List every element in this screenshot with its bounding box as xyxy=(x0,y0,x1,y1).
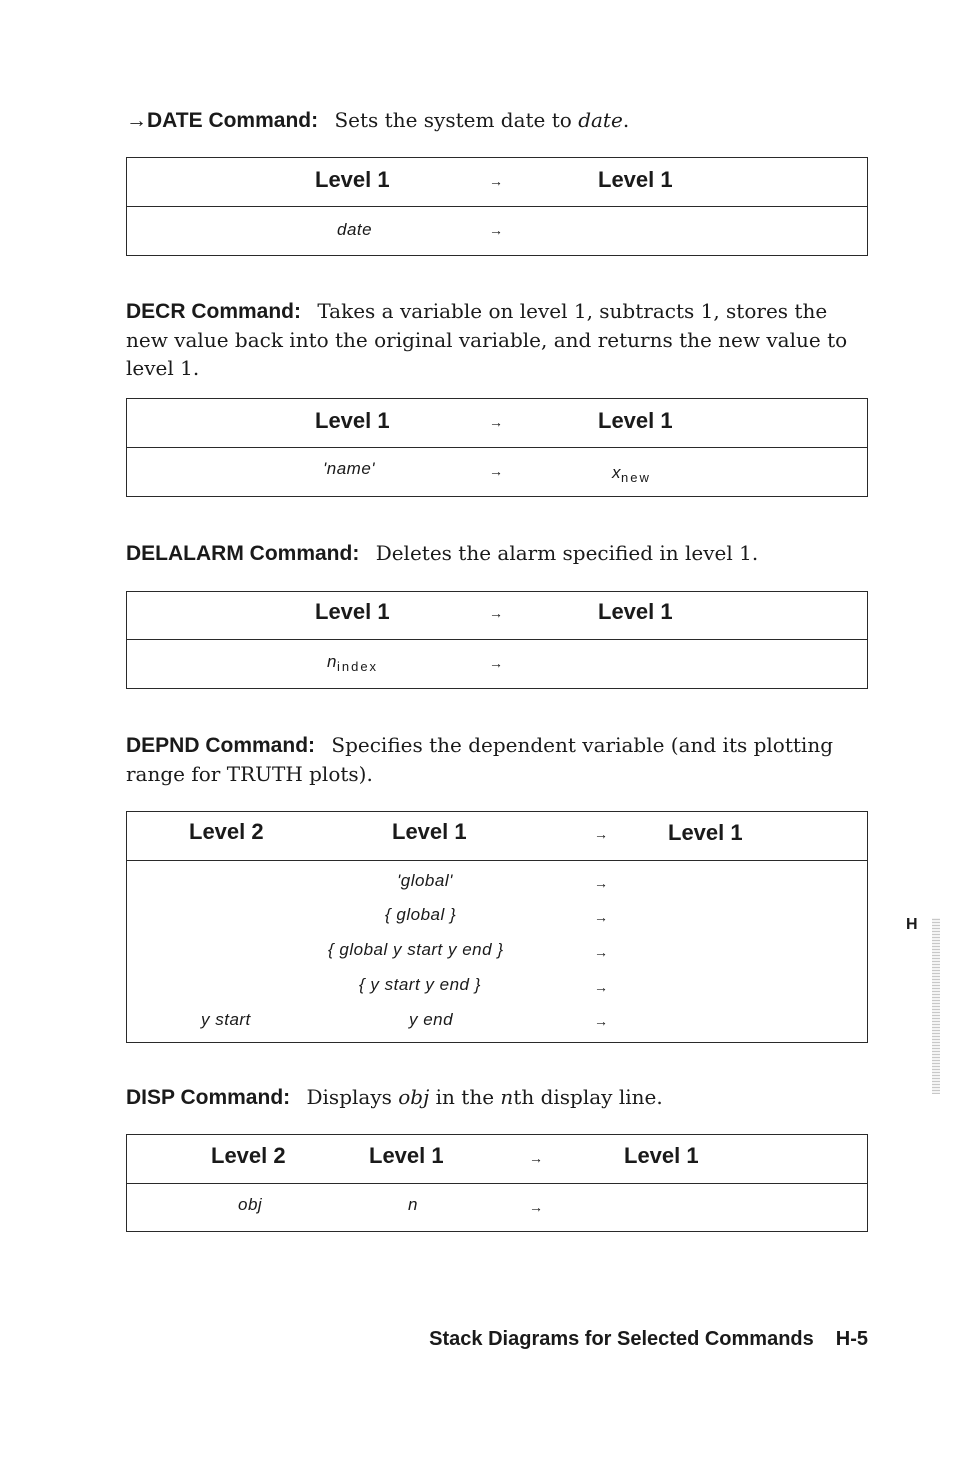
header-level1-out: Level 1 xyxy=(598,408,673,433)
header-level1-in: Level 1 xyxy=(315,408,390,433)
table-row xyxy=(127,1184,867,1232)
command-name: DEPND Command: xyxy=(126,734,316,757)
command-description: Takes a variable on level 1, subtracts 1, stores the new value back into the original variable, and returns the new value to level 1. xyxy=(126,299,848,380)
table-header xyxy=(127,812,867,861)
delalarm-stack-table xyxy=(126,591,868,689)
header-level1-out: Level 1 xyxy=(668,820,743,845)
command-name: DISP Command: xyxy=(126,1086,291,1109)
command-name: DELALARM Command: xyxy=(126,542,360,565)
table-row xyxy=(127,448,867,496)
level1-value: { global y start y end } xyxy=(328,940,504,959)
section-tab-letter: H xyxy=(906,916,918,933)
command-description: Deletes the alarm specified in level 1. xyxy=(375,541,759,565)
page-footer xyxy=(429,1328,868,1351)
row-arrow: → xyxy=(594,979,609,995)
level1-value: $n_{index}$ xyxy=(327,652,379,674)
date-section xyxy=(126,106,868,135)
level1-value: { global } xyxy=(385,905,457,924)
disp-section xyxy=(126,1083,868,1112)
row-arrow: → xyxy=(529,1199,544,1215)
level1-value: 'name' xyxy=(323,459,376,478)
level1-value: 'global' xyxy=(397,871,453,890)
table-header xyxy=(127,1135,867,1184)
header-level1-in: Level 1 xyxy=(315,599,390,624)
row-arrow: → xyxy=(594,1013,609,1029)
decr-stack-table xyxy=(126,398,868,497)
header-arrow: → xyxy=(489,605,503,621)
table-header xyxy=(127,592,867,640)
header-arrow: → xyxy=(489,414,503,430)
level1-value: { y start y end } xyxy=(359,975,481,994)
header-level1-in: Level 1 xyxy=(369,1143,444,1168)
header-level1-out: Level 1 xyxy=(598,599,673,624)
command-description: Specifies the dependent variable (and its plotting range for TRUTH plots). xyxy=(126,733,834,786)
header-level1-in: Level 1 xyxy=(315,167,390,192)
row-arrow: → xyxy=(594,944,609,960)
delalarm-section xyxy=(126,539,868,568)
table-header xyxy=(127,399,867,448)
level2-value: obj xyxy=(238,1195,263,1214)
depnd-heading xyxy=(126,731,868,788)
level2-value: y start xyxy=(201,1010,251,1029)
table-row xyxy=(127,207,867,255)
result-value: $x_{new}$ xyxy=(612,463,651,485)
delalarm-heading xyxy=(126,539,868,568)
command-name: →DATE Command: xyxy=(126,109,319,132)
depnd-stack-table xyxy=(126,811,868,1043)
header-level2-in: Level 2 xyxy=(211,1143,286,1168)
decr-heading xyxy=(126,297,868,382)
table-header xyxy=(127,158,867,207)
row-arrow: → xyxy=(489,463,504,479)
thumb-index-tab xyxy=(932,918,940,1094)
header-arrow: → xyxy=(489,173,503,189)
disp-heading: DISP Command: Displays obj in the nth display line. xyxy=(126,1085,663,1109)
level1-value: n xyxy=(408,1195,418,1214)
header-arrow: → xyxy=(529,1150,543,1166)
header-level1-out: Level 1 xyxy=(598,167,673,192)
header-level2-in: Level 2 xyxy=(189,819,264,844)
header-arrow: → xyxy=(594,826,608,842)
disp-stack-table xyxy=(126,1134,868,1232)
header-level1-in: Level 1 xyxy=(392,819,467,844)
date-heading: →DATE Command: Sets the system date to date. xyxy=(126,108,630,132)
footer-title: Stack Diagrams for Selected Commands xyxy=(429,1328,814,1350)
table-body xyxy=(127,861,867,1043)
row-arrow: → xyxy=(594,875,609,891)
table-row xyxy=(127,640,867,688)
row-arrow: → xyxy=(594,909,609,925)
header-level1-out: Level 1 xyxy=(624,1143,699,1168)
row-arrow: → xyxy=(489,222,504,238)
date-stack-table xyxy=(126,157,868,256)
page-number: H-5 xyxy=(835,1328,868,1350)
level1-value: date xyxy=(337,220,373,239)
level1-value: y end xyxy=(409,1010,454,1029)
command-name: DECR Command: xyxy=(126,300,302,323)
depnd-section xyxy=(126,731,868,788)
decr-section xyxy=(126,297,868,382)
row-arrow: → xyxy=(489,655,504,671)
